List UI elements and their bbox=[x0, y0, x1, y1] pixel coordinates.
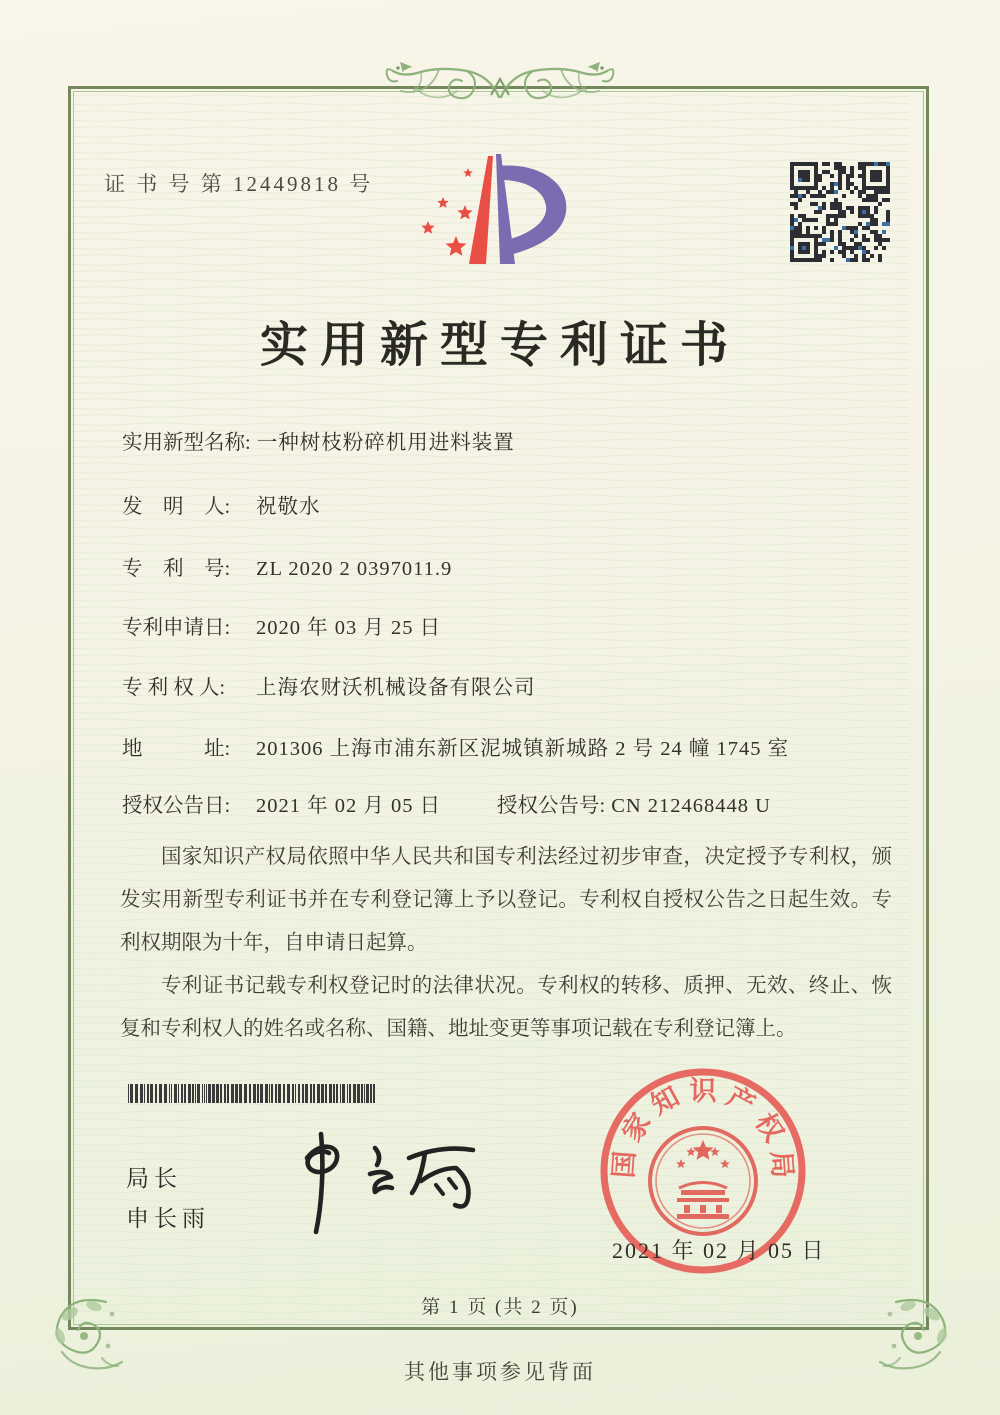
field-value: CN 212468448 U bbox=[611, 795, 771, 817]
svg-text:产: 产 bbox=[721, 1081, 760, 1121]
field-row-address bbox=[122, 736, 912, 763]
field-label: 专 利 号: bbox=[122, 558, 231, 580]
field-value: 祝敬水 bbox=[256, 496, 321, 518]
field-row-patentee bbox=[122, 675, 912, 702]
field-row-inventor bbox=[122, 494, 912, 521]
field-row-patent-number bbox=[122, 556, 912, 583]
seal-stars bbox=[676, 1140, 730, 1168]
svg-text:局: 局 bbox=[765, 1149, 798, 1180]
dragon-scroll-ornament bbox=[383, 57, 617, 115]
director-title: 局长 bbox=[126, 1165, 182, 1191]
cnipa-logo bbox=[418, 150, 578, 270]
logo-stars bbox=[421, 168, 473, 256]
field-row-grant bbox=[122, 793, 912, 820]
certificate-number: 证 书 号 第 12449818 号 bbox=[104, 172, 374, 196]
field-value: ZL 2020 2 0397011.9 bbox=[256, 558, 453, 580]
legal-paragraph: 专利证书记载专利权登记时的法律状况。专利权的转移、质押、无效、终止、恢复和专利权人的姓名或名称、国籍、地址变更等事项记载在专利登记簿上。 bbox=[120, 975, 892, 1040]
field-label: 授权公告号: bbox=[497, 795, 606, 817]
page-number: 第 1 页 (共 2 页) bbox=[421, 1297, 579, 1318]
certificate-title: 实用新型专利证书 bbox=[259, 319, 740, 372]
legal-text bbox=[120, 836, 892, 1051]
director-name: 申长雨 bbox=[126, 1205, 210, 1231]
field-value: 2021 年 02 月 05 日 bbox=[256, 795, 442, 817]
field-label: 授权公告日: bbox=[122, 795, 231, 817]
svg-text:权: 权 bbox=[749, 1107, 790, 1147]
field-row-name bbox=[122, 430, 912, 457]
seal-date: 2021 年 02 月 05 日 bbox=[612, 1238, 826, 1263]
director-block bbox=[126, 1158, 210, 1238]
footer-note: 其他事项参见背面 bbox=[404, 1360, 596, 1384]
field-row-filing-date bbox=[122, 615, 912, 642]
svg-text:国: 国 bbox=[608, 1149, 641, 1180]
field-label: 专利申请日: bbox=[122, 617, 231, 639]
qr-code bbox=[789, 161, 891, 263]
field-label: 发 明 人: bbox=[122, 496, 231, 518]
field-label: 地 址: bbox=[122, 738, 231, 760]
field-value: 一种树枝粉碎机用进料装置 bbox=[256, 432, 515, 454]
director-signature bbox=[283, 1128, 513, 1246]
field-label: 专 利 权 人: bbox=[122, 677, 226, 699]
svg-text:知: 知 bbox=[646, 1081, 685, 1121]
field-value: 2020 年 03 月 25 日 bbox=[256, 617, 442, 639]
field-label: 实用新型名称: bbox=[122, 432, 251, 454]
svg-text:家: 家 bbox=[616, 1107, 657, 1147]
legal-paragraph: 国家知识产权局依照中华人民共和国专利法经过初步审查，决定授予专利权，颁发实用新型专利证书并在专利登记簿上予以登记。专利权自授权公告之日起生效。专利权期限为十年，自申请日起算。 bbox=[120, 846, 892, 954]
barcode bbox=[128, 1084, 380, 1103]
svg-text:识: 识 bbox=[689, 1076, 717, 1106]
field-value: 201306 上海市浦东新区泥城镇新城路 2 号 24 幢 1745 室 bbox=[256, 738, 790, 760]
field-value: 上海农财沃机械设备有限公司 bbox=[256, 677, 536, 699]
